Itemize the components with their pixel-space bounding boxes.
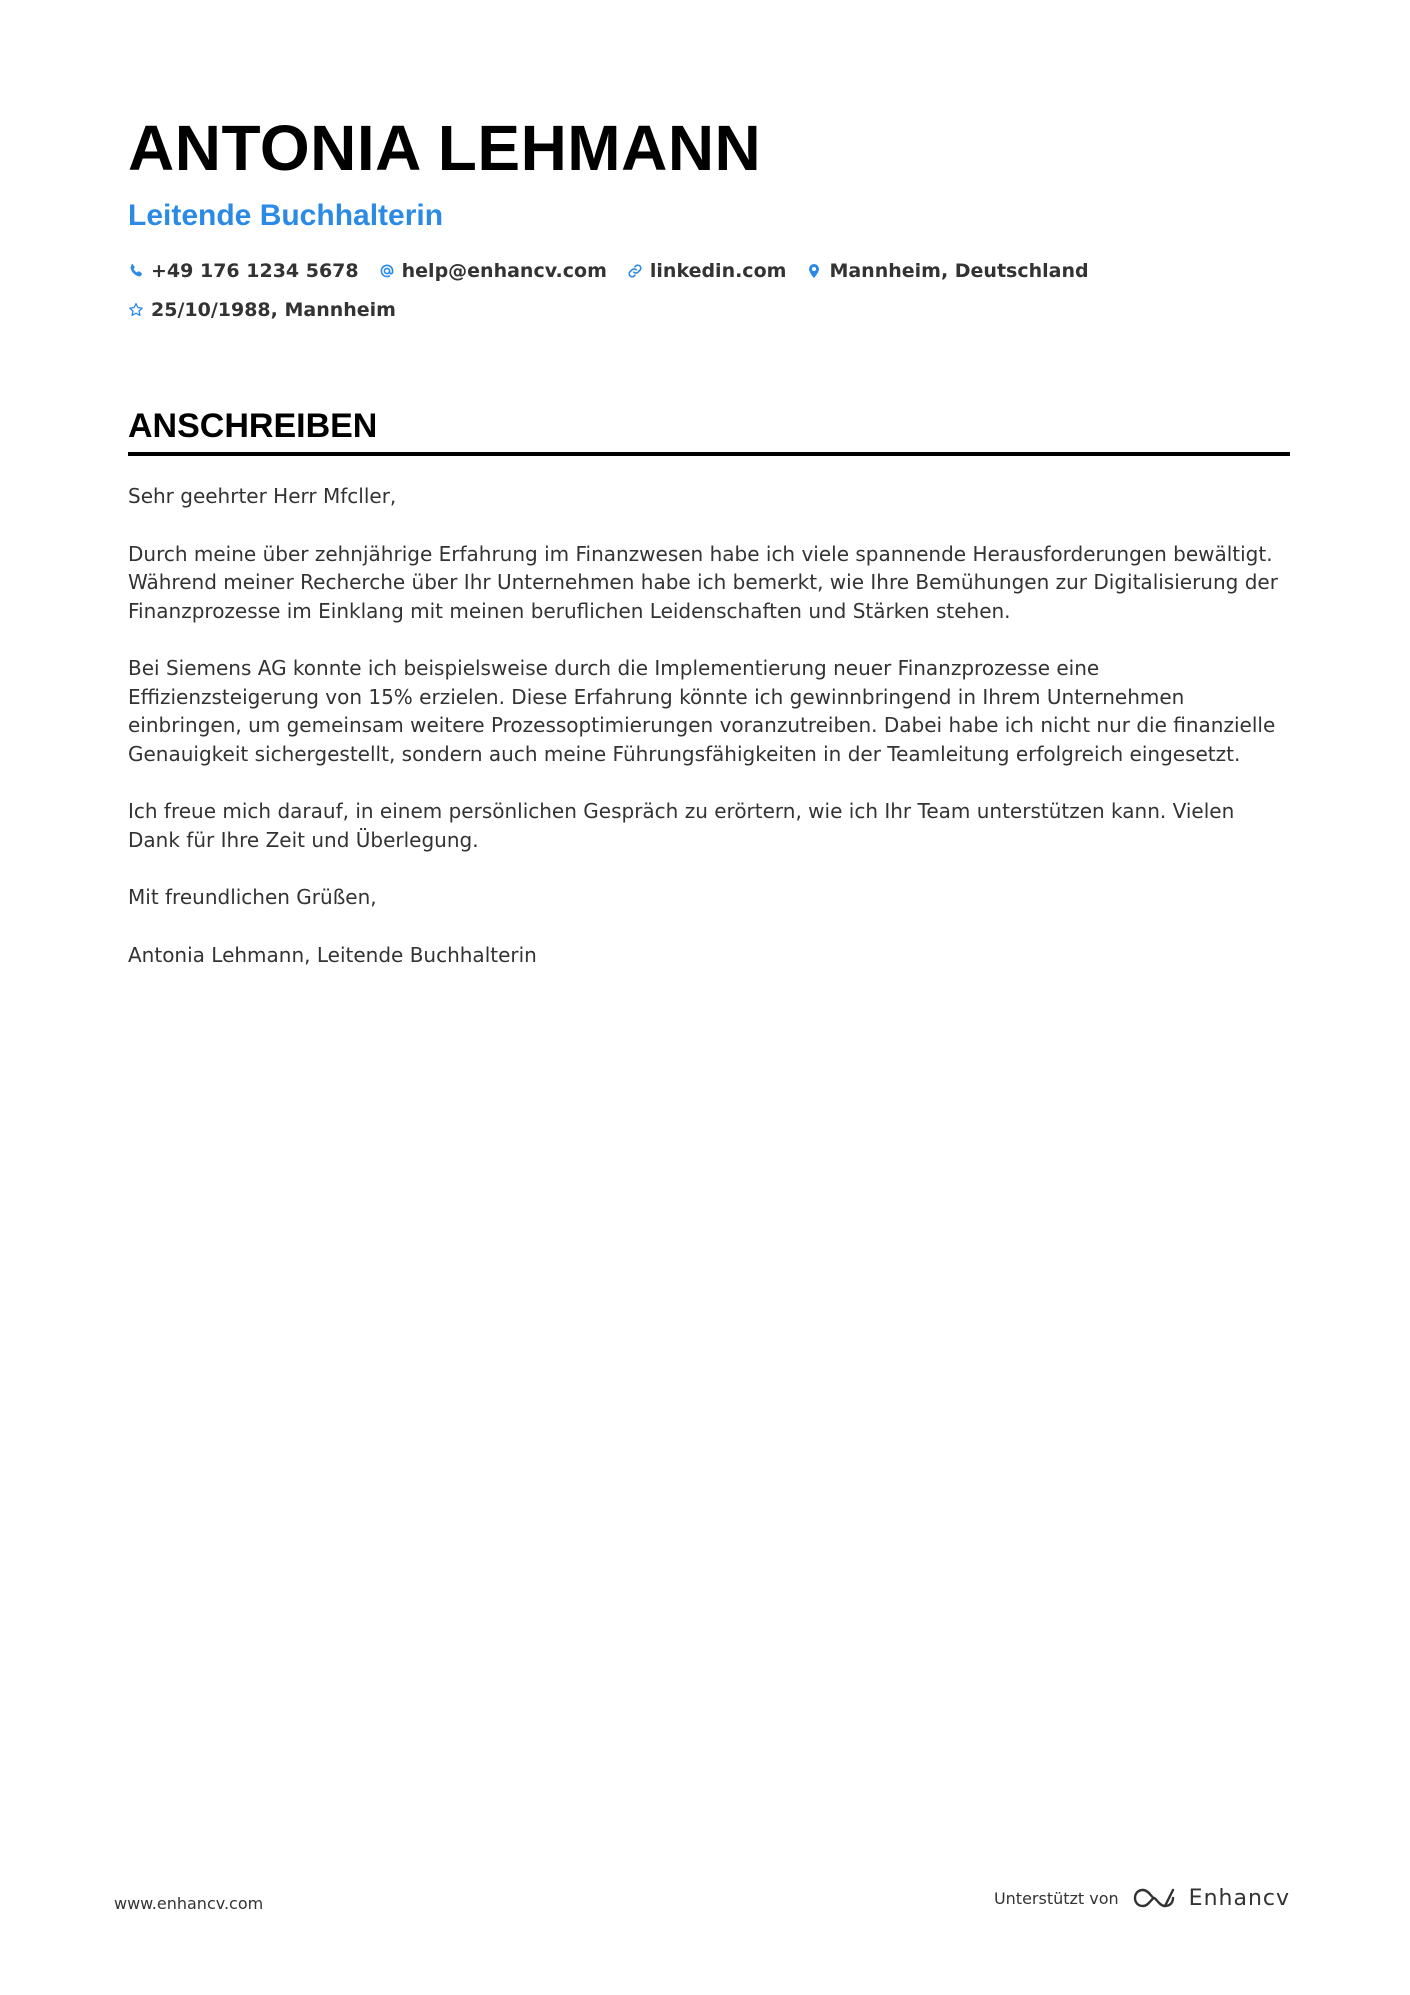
letter-body xyxy=(128,482,1290,969)
closing: Mit freundlichen Grüßen, xyxy=(128,885,377,909)
contact-email[interactable] xyxy=(379,258,607,284)
section-title: ANSCHREIBEN xyxy=(128,407,378,445)
contact-phone xyxy=(128,258,359,284)
location-text: Mannheim, Deutschland xyxy=(829,260,1089,282)
footer-branding xyxy=(994,1884,1290,1912)
contact-row-1 xyxy=(128,258,1288,284)
header xyxy=(128,108,1288,336)
at-icon xyxy=(379,263,395,279)
footer-website[interactable]: www.enhancv.com xyxy=(114,1894,264,1913)
contact-location xyxy=(806,258,1088,284)
contact-linkedin[interactable] xyxy=(627,258,787,284)
letter-paragraph: Ich freue mich darauf, in einem persönlichen Gespräch zu erörtern, wie ich Ihr Team unterstützen kann. Vielen Dank für Ihre Zeit und Überlegung. xyxy=(128,799,1235,852)
candidate-name: ANTONIA LEHMANN xyxy=(128,112,762,184)
infinity-logo-icon xyxy=(1131,1884,1177,1912)
contact-birth xyxy=(128,297,396,323)
cover-letter-section xyxy=(128,404,1290,998)
star-icon xyxy=(128,302,144,318)
birth-text: 25/10/1988, Mannheim xyxy=(151,299,396,321)
signature: Antonia Lehmann, Leitende Buchhalterin xyxy=(128,942,537,967)
link-icon xyxy=(627,263,643,279)
candidate-role: Leitende Buchhalterin xyxy=(128,199,444,232)
email-text: help@enhancv.com xyxy=(401,260,607,282)
salutation: Sehr geehrter Herr Mfcller, xyxy=(128,484,397,508)
brand-name: Enhancv xyxy=(1188,1885,1290,1911)
linkedin-text: linkedin.com xyxy=(649,260,787,282)
phone-icon xyxy=(128,263,144,279)
contact-info xyxy=(128,258,1288,323)
powered-by-text: Unterstützt von xyxy=(993,1888,1119,1908)
letter-paragraph: Bei Siemens AG konnte ich beispielsweise durch die Implementierung neuer Finanzprozesse eine Effizienzsteigerung von 15% erzielen. Diese Erfahrung könnte ich gewinnbringend in Ihrem Unternehmen einbringen, um gemeinsam weitere Prozessoptimierungen voranzutreiben. Dabei habe ich nicht nur die finanzielle Genauigkeit sichergestellt, sondern auch meine Führungsfähigkeiten in der Teamleitung erfolgreich eingesetzt. xyxy=(128,656,1276,766)
map-pin-icon xyxy=(806,263,822,279)
letter-paragraph: Durch meine über zehnjährige Erfahrung im Finanzwesen habe ich viele spannende Herausforderungen bewältigt. Während meiner Recherche über Ihr Unternehmen habe ich bemerkt, wie Ihre Bemühungen zur Digitalisierung der Finanzprozesse im Einklang mit meinen beruflichen Leidenschaften und Stärken stehen. xyxy=(128,541,1278,623)
contact-row-2 xyxy=(128,297,1288,323)
section-divider xyxy=(128,452,1290,456)
phone-text: +49 176 1234 5678 xyxy=(151,260,359,282)
